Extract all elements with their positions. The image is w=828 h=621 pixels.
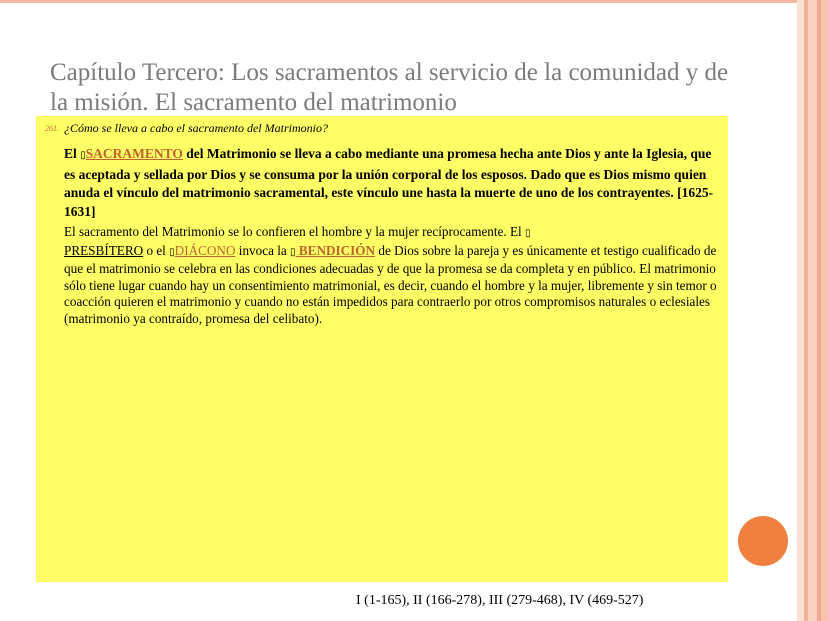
accent-circle: [738, 516, 788, 566]
footer-index: I (1-165), II (166-278), III (279-468), IV (469-527): [356, 593, 644, 608]
link-bendicion[interactable]: BENDICIÓN: [295, 242, 376, 258]
explanation-text-3: invoca la: [235, 242, 291, 258]
question-text: ¿Cómo se lleva a cabo el sacramento del Matrimonio?: [64, 121, 328, 135]
answer-text-start: El: [64, 146, 81, 161]
link-marker-icon: ▯: [80, 150, 86, 161]
answer-paragraph: [64, 145, 724, 221]
link-marker-icon: ▯: [525, 228, 531, 239]
link-diacono[interactable]: DIÁCONO: [174, 242, 236, 258]
explanation-text-4: de Dios sobre la pareja y es únicamente et testigo cualificado de que el matrimonio se celebra en las condiciones adecuadas y de que la promesa se da completa y en público. El matrimonio sólo tiene lugar cuando hay un consentimiento matrimonial, es decir, cuando el hombre y la mujer, libremente y sin temor o coacción quieren el matrimonio y cuando no están impedidos para contraerlo por otros compromisos naturales o eclesiales (matrimonio ya contraído, promesa del celibato).: [64, 242, 717, 326]
slide-title: Capítulo Tercero: Los sacramentos al servicio de la comunidad y de la misión. El sacramento del matrimonio: [50, 59, 729, 116]
answer-text-rest: del Matrimonio se lleva a cabo mediante una promesa hecha ante Dios y ante la Iglesia, que es aceptada y sellada por Dios y se consuma por la unión corporal de los esposos. Dado que es Dios mismo quien anuda el vínculo del matrimonio sacramental, este vínculo une hasta la muerte de uno de los contrayentes. [1625-1631]: [64, 146, 714, 219]
deco-bar-1: [797, 0, 804, 621]
deco-bar-5: [821, 0, 828, 621]
link-sacramento[interactable]: SACRAMENTO: [85, 146, 183, 161]
explanation-paragraph: [64, 224, 724, 327]
deco-bar-3: [808, 0, 817, 621]
link-marker-icon: ▯: [169, 246, 175, 258]
question-number: 261.: [45, 124, 59, 133]
top-border: [0, 0, 828, 3]
link-marker-icon: ▯: [290, 246, 296, 258]
link-presbitero[interactable]: PRESBÍTERO: [64, 242, 144, 258]
explanation-text-1: El sacramento del Matrimonio se lo confieren el hombre y la mujer recíprocamente. El: [64, 224, 526, 239]
explanation-text-2: o el: [143, 242, 170, 258]
